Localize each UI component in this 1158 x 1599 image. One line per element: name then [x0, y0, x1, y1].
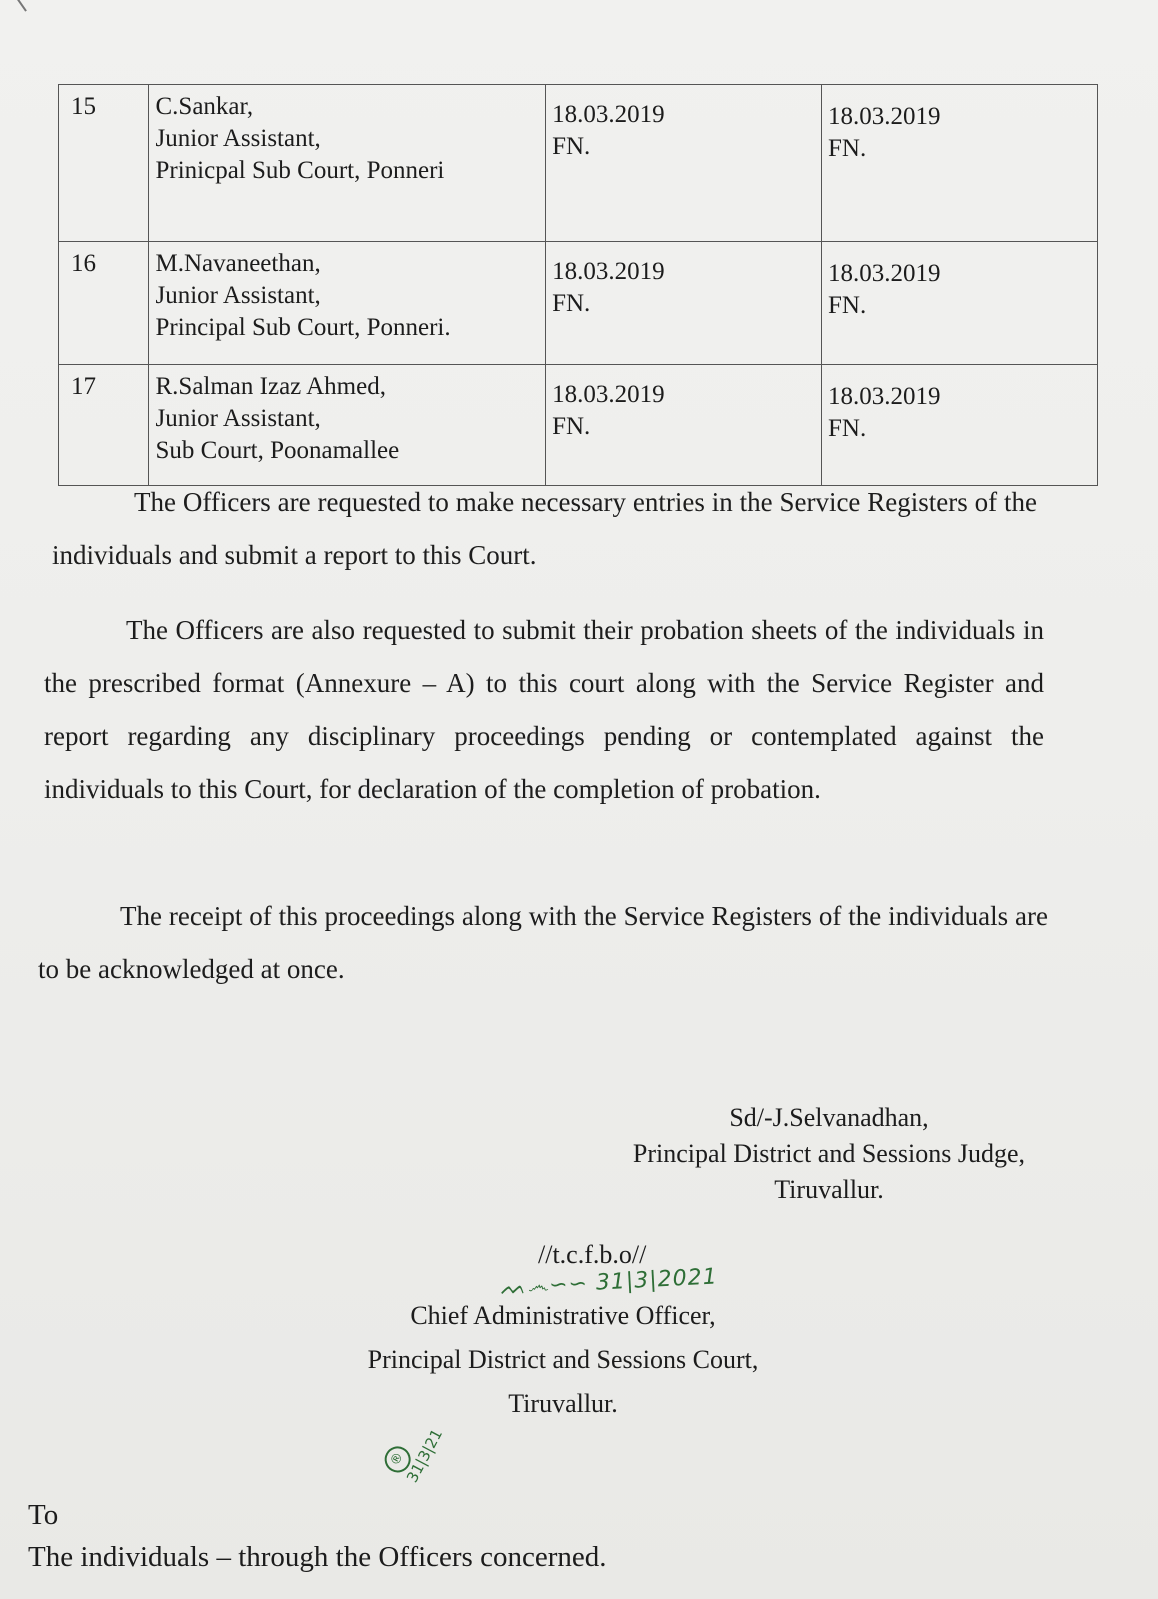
date-value: 18.03.2019: [552, 101, 665, 128]
session-value: FN.: [828, 292, 867, 319]
date-value: 18.03.2019: [552, 258, 665, 285]
date-column-1: [546, 365, 822, 486]
serial-number: 15: [59, 85, 149, 242]
date-value: 18.03.2019: [828, 260, 941, 287]
officer-table: [58, 84, 1098, 486]
officer-details: [149, 85, 546, 242]
cao-place: Tiruvallur.: [508, 1389, 618, 1418]
officer-details: [149, 365, 546, 486]
table-row: [59, 85, 1098, 242]
date-column-1: [546, 85, 822, 242]
session-value: FN.: [828, 415, 867, 442]
table-row: [59, 242, 1098, 365]
session-value: FN.: [552, 413, 591, 440]
signatory-place: Tiruvallur.: [774, 1175, 884, 1204]
paragraph-acknowledgement: [38, 890, 1048, 996]
serial-number: 16: [59, 242, 149, 365]
paragraph-text: The Officers are also requested to submit their probation sheets of the individuals in the prescribed format (Annexure – A) to this court along with the Service Register and report regarding any disciplinary proceedings pending or contemplated against the individuals to this Court, for declaration of the completion of probation.: [44, 615, 1044, 804]
cao-title: Chief Administrative Officer,: [410, 1301, 716, 1330]
officer-designation: Junior Assistant,: [155, 282, 321, 309]
signatory-title: Principal District and Sessions Judge,: [632, 1139, 1026, 1168]
paragraph-probation-sheets: [44, 604, 1044, 816]
cao-office: Principal District and Sessions Court,: [367, 1345, 759, 1374]
session-value: FN.: [552, 290, 591, 317]
handwritten-date: 31|3|2021: [595, 1264, 719, 1296]
to-recipients: The individuals – through the Officers concerned.: [28, 1541, 607, 1573]
serial-number: 17: [59, 365, 149, 486]
officer-office: Principal Sub Court, Ponneri.: [155, 314, 451, 341]
paragraph-service-register-entries: [52, 476, 1037, 582]
officer-designation: Junior Assistant,: [155, 405, 321, 432]
officer-name: R.Salman Izaz Ahmed,: [155, 373, 386, 400]
table-row: [59, 365, 1098, 486]
date-column-1: [546, 242, 822, 365]
date-column-2: [822, 365, 1098, 486]
date-value: 18.03.2019: [552, 381, 665, 408]
stamp-date: 31|3|21: [403, 1425, 447, 1486]
signature-scribble-icon: ᨓ෴∽∽: [499, 1271, 589, 1301]
signatory-name: Sd/-J.Selvanadhan,: [729, 1103, 929, 1132]
corner-mark: [0, 0, 27, 20]
officer-designation: Junior Assistant,: [155, 125, 321, 152]
date-column-2: [822, 242, 1098, 365]
true-copy-code: //t.c.f.b.o//: [538, 1240, 647, 1269]
stamp-circle-icon: ®: [380, 1442, 415, 1477]
officer-details: [149, 242, 546, 365]
date-value: 18.03.2019: [828, 383, 941, 410]
officer-name: M.Navaneethan,: [155, 250, 321, 277]
officer-office: Sub Court, Poonamallee: [155, 437, 400, 464]
date-value: 18.03.2019: [828, 103, 941, 130]
officer-name: C.Sankar,: [155, 93, 254, 120]
to-label: To: [28, 1499, 59, 1531]
session-value: FN.: [828, 135, 867, 162]
to-block: [28, 1494, 607, 1578]
session-value: FN.: [552, 133, 591, 160]
paragraph-text: The receipt of this proceedings along with the Service Registers of the individuals are to be acknowledged at once.: [38, 901, 1048, 984]
paragraph-text: The Officers are requested to make necessary entries in the Service Registers of the individuals and submit a report to this Court.: [52, 487, 1037, 570]
date-column-2: [822, 85, 1098, 242]
cao-signature-block: [318, 1294, 808, 1426]
officer-office: Prinicpal Sub Court, Ponneri: [155, 157, 445, 184]
judge-signature-block: [590, 1100, 1068, 1208]
